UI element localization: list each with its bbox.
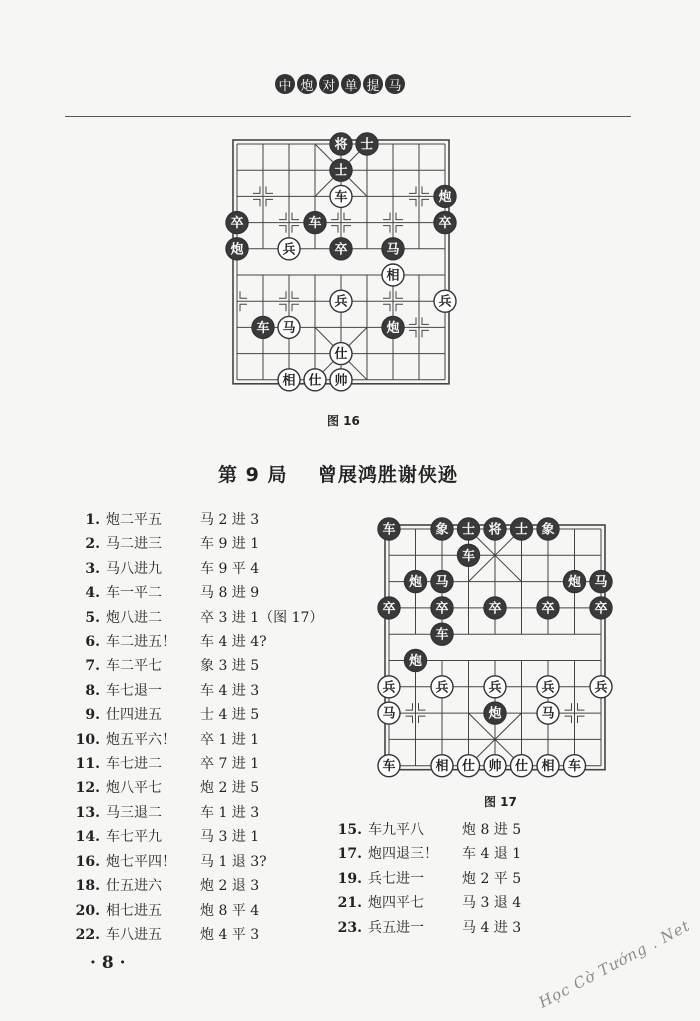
black-move: 卒 7 进 1 [200,756,260,773]
move-number: 14. [75,829,100,846]
chess-piece [537,518,559,540]
chess-piece [330,133,352,155]
black-move: 象 3 进 5 [200,658,260,675]
chess-piece [537,676,559,698]
red-move: 马八进九 [106,560,162,577]
svg-text:相: 相 [435,759,449,775]
svg-text:马: 马 [541,706,555,722]
svg-text:象: 象 [541,522,555,538]
chess-piece [431,755,453,777]
black-move: 马 8 进 9 [200,585,260,602]
chess-piece [431,518,453,540]
move-number: 6. [85,634,100,651]
red-move: 炮八进二 [106,609,162,626]
black-move: 车 4 退 1 [462,846,522,863]
chess-piece [278,369,300,391]
chess-piece [378,676,400,698]
black-move: 车 4 进 4? [200,634,267,651]
move-row [66,606,323,630]
chess-piece [484,518,506,540]
move-number: 19. [337,870,362,887]
move-number: 22. [75,926,100,943]
chess-piece [405,650,427,672]
chess-piece [378,597,400,619]
chess-piece [484,755,506,777]
svg-text:车: 车 [461,548,476,564]
black-move: 士 4 进 5 [200,707,260,724]
svg-text:象: 象 [435,522,449,538]
svg-text:炮: 炮 [488,706,502,722]
move-row [328,818,521,842]
svg-text:士: 士 [514,522,529,538]
chess-piece [382,316,404,338]
red-move: 车二进五！ [106,634,176,651]
move-row [66,679,323,703]
running-header [275,74,405,94]
svg-text:车: 车 [435,627,449,643]
chess-piece [511,755,533,777]
red-move: 车二平七 [106,658,162,675]
svg-text:马: 马 [382,706,396,722]
move-row [328,842,521,866]
black-move: 马 2 进 3 [200,512,260,528]
svg-text:将: 将 [334,137,348,153]
chess-piece [484,597,506,619]
svg-text:兵: 兵 [488,680,502,696]
move-row [328,867,521,891]
chess-piece [537,597,559,619]
red-move: 炮四平七 [368,895,424,912]
move-number: 21. [337,895,362,912]
chess-piece [537,702,559,724]
svg-text:马: 马 [435,575,449,591]
svg-text:卒: 卒 [382,601,396,617]
chess-piece [378,518,400,540]
black-move: 马 3 退 4 [462,895,522,912]
svg-text:士: 士 [360,137,374,153]
chess-piece [590,676,612,698]
svg-text:兵: 兵 [382,680,396,696]
move-row [66,752,323,776]
move-number: 8. [85,682,100,699]
svg-text:仕: 仕 [308,373,322,389]
chess-piece [330,238,352,260]
svg-text:兵: 兵 [334,294,348,310]
svg-text:帅: 帅 [334,373,348,389]
svg-text:炮: 炮 [386,320,400,336]
svg-text:车: 车 [308,216,322,232]
move-row [66,728,323,752]
svg-text:马: 马 [282,320,296,336]
move-number: 2. [85,536,100,553]
red-move: 仕四进五 [106,707,162,724]
svg-text:相: 相 [386,268,400,284]
move-row [66,654,323,678]
move-number: 9. [85,707,100,724]
watermark: Học Cờ Tướng . Net [535,916,694,1012]
header-title-char: 对 [319,74,339,94]
svg-text:将: 将 [488,522,502,538]
black-move: 炮 2 平 5 [462,870,522,887]
svg-text:卒: 卒 [488,601,502,617]
red-move: 车九平八 [368,822,424,838]
chess-piece [564,755,586,777]
black-move: 炮 2 退 3 [200,878,260,895]
chess-piece [458,755,480,777]
chess-piece [434,212,456,234]
move-number: 5. [85,609,100,626]
svg-text:车: 车 [382,759,396,775]
move-row [66,581,323,605]
svg-text:炮: 炮 [567,575,582,591]
black-move: 卒 3 进 1（图 17） [200,609,324,626]
chess-piece [278,316,300,338]
chess-piece [484,676,506,698]
chess-piece [226,212,248,234]
header-title-char: 马 [385,74,405,94]
red-move: 车一平二 [106,585,162,602]
chess-piece [590,571,612,593]
move-number: 17. [337,846,362,863]
svg-text:兵: 兵 [435,680,449,696]
move-row [66,874,323,898]
chess-diagram-16 [208,127,468,407]
header-title-char: 中 [275,74,295,94]
move-number: 15. [337,822,362,838]
chess-piece [458,544,480,566]
red-move: 炮四退三！ [368,846,438,863]
chess-piece [431,676,453,698]
chess-piece [434,185,456,207]
move-row [66,850,323,874]
svg-text:卒: 卒 [435,601,449,617]
black-move: 炮 8 进 5 [462,822,522,838]
svg-text:炮: 炮 [230,242,244,258]
move-row [66,825,323,849]
svg-text:兵: 兵 [541,680,555,696]
moves-list-right [328,818,521,940]
move-row [66,508,323,532]
svg-text:卒: 卒 [594,601,608,617]
chess-diagram-17 [370,512,620,782]
move-number: 18. [75,878,100,895]
chess-piece [378,755,400,777]
move-number: 1. [85,512,100,528]
figure-16-caption: 图 16 [327,414,360,428]
black-move: 马 4 进 3 [462,919,522,936]
header-title-char: 提 [363,74,383,94]
move-row [66,801,323,825]
move-row [66,899,323,923]
svg-text:仕: 仕 [334,347,348,363]
svg-text:帅: 帅 [488,759,502,775]
svg-text:兵: 兵 [594,680,608,696]
chess-piece [304,212,326,234]
svg-text:士: 士 [334,163,348,179]
svg-text:仕: 仕 [514,759,529,775]
svg-text:卒: 卒 [438,216,452,232]
chess-piece [484,702,506,724]
red-move: 马二进三 [106,536,162,553]
red-move: 炮五平六！ [106,731,176,748]
chess-piece [382,264,404,286]
chess-piece [278,238,300,260]
move-number: 20. [75,902,100,919]
red-move: 相七进五 [106,902,162,919]
move-number: 23. [337,919,362,936]
page-number: · 8 · [90,953,126,973]
svg-text:车: 车 [567,759,582,775]
chess-piece [431,597,453,619]
svg-text:卒: 卒 [230,216,244,232]
black-move: 马 1 退 3? [200,853,267,870]
svg-text:仕: 仕 [461,759,476,775]
header-title-char: 单 [341,74,361,94]
move-number: 10. [75,731,100,748]
chess-piece [431,623,453,645]
chess-piece [458,518,480,540]
black-move: 炮 8 平 4 [200,902,260,919]
black-move: 车 4 进 3 [200,682,260,699]
chess-piece [537,755,559,777]
chess-piece [382,238,404,260]
red-move: 马三退二 [106,804,162,821]
board-lines [385,522,608,770]
move-number: 16. [75,853,100,870]
black-move: 炮 4 平 3 [200,926,260,943]
red-move: 仕五进六 [106,878,162,895]
chess-piece [330,369,352,391]
chess-piece [330,343,352,365]
red-move: 车八进五 [106,926,162,943]
chess-piece [434,290,456,312]
move-row [66,923,323,947]
red-move: 兵五进一 [368,919,424,936]
black-move: 车 9 进 1 [200,536,260,553]
svg-text:炮: 炮 [408,575,423,591]
header-title-char: 炮 [297,74,317,94]
black-move: 马 3 进 1 [200,829,260,846]
chess-piece [564,571,586,593]
move-row [66,630,323,654]
red-move: 车七进二 [106,756,162,773]
chess-piece [226,238,248,260]
svg-text:炮: 炮 [408,654,423,669]
moves-list-left [66,508,323,947]
black-move: 车 9 平 4 [200,560,260,577]
move-row [66,557,323,581]
svg-text:卒: 卒 [334,242,348,258]
chess-piece [304,369,326,391]
chess-piece [252,316,274,338]
move-number: 7. [85,658,100,675]
move-number: 4. [85,585,100,602]
red-move: 炮七平四！ [106,853,176,870]
black-move: 炮 2 进 5 [200,780,260,797]
move-number: 11. [75,756,100,773]
chess-piece [378,702,400,724]
red-move: 兵七进一 [368,870,424,887]
figure-17-caption: 图 17 [484,795,517,809]
header-rule [65,116,631,117]
move-row [328,891,521,915]
svg-text:士: 士 [461,522,476,538]
svg-text:兵: 兵 [282,242,296,258]
red-move: 车七平九 [106,829,162,846]
svg-text:相: 相 [541,759,555,775]
black-move: 卒 1 进 1 [200,731,260,748]
move-number: 13. [75,804,100,821]
move-row [66,532,323,556]
svg-text:炮: 炮 [438,189,452,205]
move-row [328,916,521,940]
chess-piece [356,133,378,155]
chess-piece [511,518,533,540]
game-title: 第 9 局 曾展鸿胜谢侠逊 [218,464,458,486]
chess-piece [330,290,352,312]
svg-text:车: 车 [382,522,396,538]
svg-text:马: 马 [594,575,608,591]
chess-piece [330,159,352,181]
move-row [66,703,323,727]
svg-text:车: 车 [256,320,270,336]
move-number: 12. [75,780,100,797]
chess-piece [590,597,612,619]
red-move: 车七退一 [106,682,162,699]
red-move: 炮二平五 [106,512,162,528]
chess-piece [405,571,427,593]
move-row [66,776,323,800]
move-number: 3. [85,560,100,577]
svg-text:兵: 兵 [438,294,452,310]
chess-piece [330,185,352,207]
svg-text:马: 马 [386,242,400,258]
red-move: 炮八平七 [106,780,162,797]
chess-piece [431,571,453,593]
svg-text:卒: 卒 [541,601,555,617]
black-move: 车 1 进 3 [200,804,260,821]
svg-text:车: 车 [334,189,348,205]
svg-text:相: 相 [282,373,296,389]
